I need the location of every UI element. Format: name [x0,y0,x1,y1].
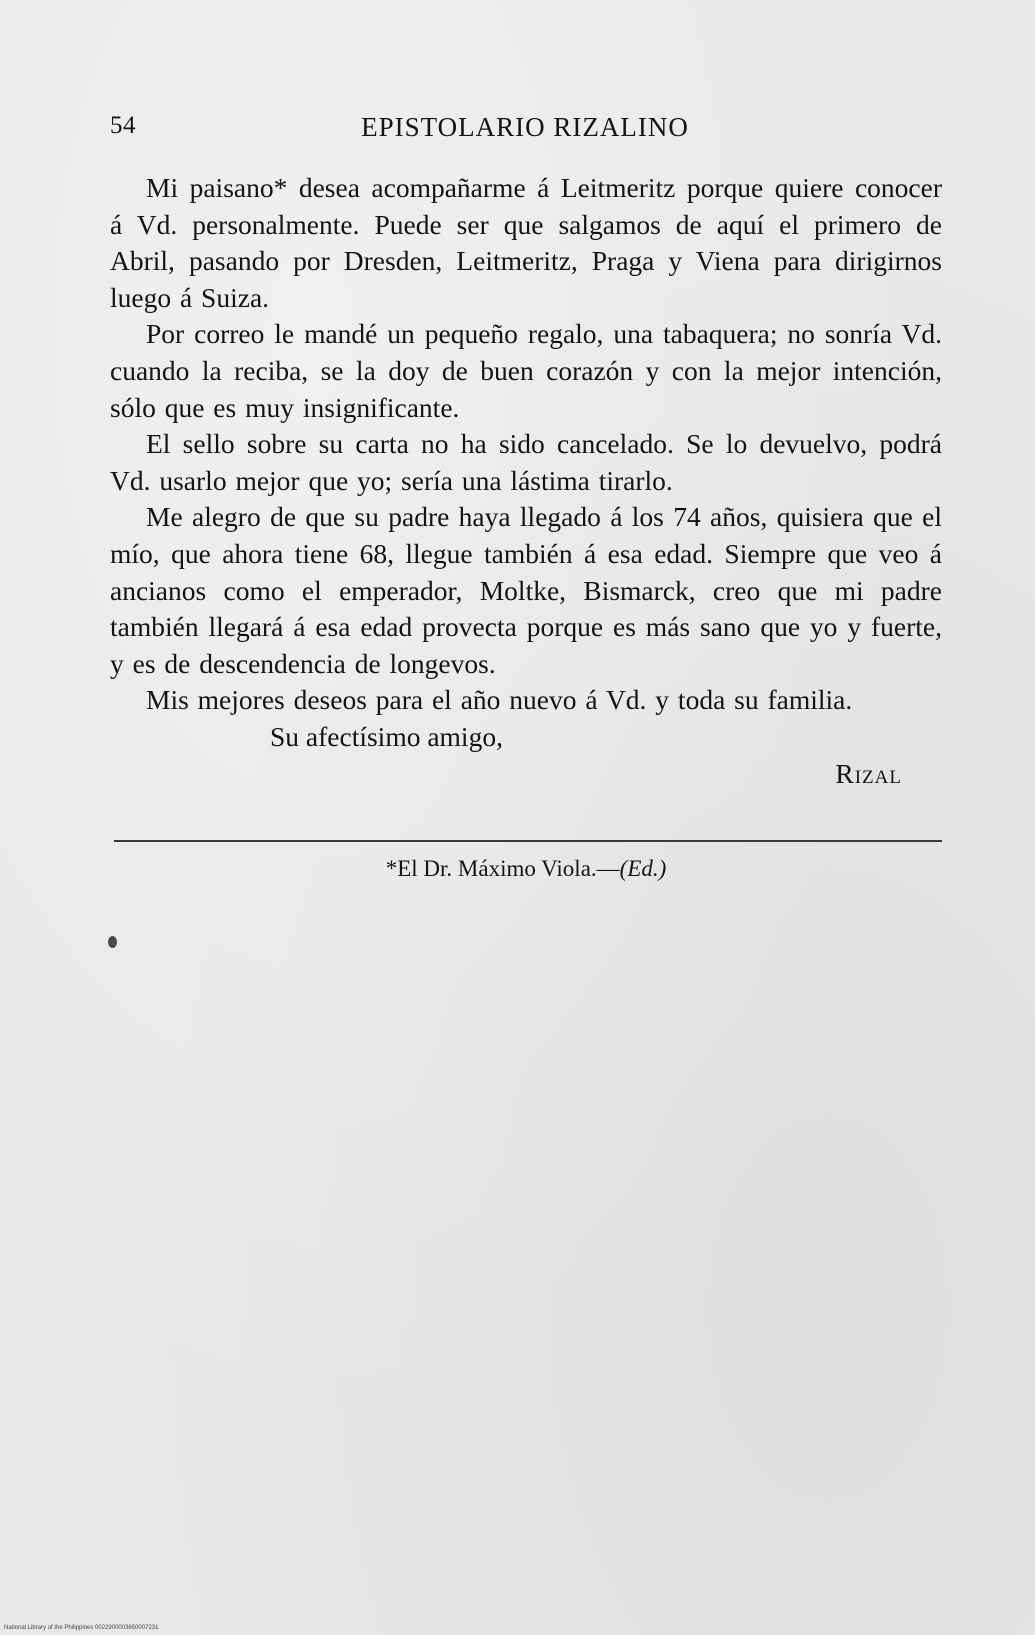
footnote-text: *El Dr. Máximo Viola.— [385,856,620,881]
letter-body [110,170,942,793]
footnote-editor-mark: (Ed.) [619,856,667,881]
footnote-divider [114,840,942,842]
letter-signature: Rizal [835,757,902,789]
letter-closing: Su afectísimo amigo, [270,720,503,752]
paragraph-4: Me alegro de que su padre haya llegado á los 74 años, quisiera que el mío, que ahora tiene 68, llegue también á esa edad. Siempre que veo á ancianos como el emperador, Moltke, Bismarck, creo que mi padre también llegará á esa edad provecta porque es más sano que yo y fuerte, y es de descendencia de longevos. [110,501,942,679]
paragraph-1: Mi paisano* desea acompañarme á Leitmeritz porque quiere conocer á Vd. personalmente. Puede ser que salgamos de aquí el primero de Abril, pasando por Dresden, Leitmeritz, Praga y Viena para dirigirnos luego á Suiza. [110,172,942,313]
running-title: EPISTOLARIO RIZALINO [361,112,689,142]
paragraph-5: Mis mejores deseos para el año nuevo á Vd. y toda su familia. [146,684,853,716]
paragraph-3: El sello sobre su carta no ha sido cancelado. Se lo devuelvo, podrá Vd. usarlo mejor que yo; sería una lástima tirarlo. [110,428,942,496]
page-number: 54 [110,112,136,139]
footnote [110,856,942,882]
paragraph-2: Por correo le mandé un pequeño regalo, una tabaquera; no sonría Vd. cuando la reciba, se la doy de buen corazón y con la mejor intención, sólo que es muy insignificante. [110,318,942,423]
scan-imprint: National Library of the Philippines 0022900003650007231 [4,1625,159,1631]
scan-speck [108,936,117,948]
page-header [110,112,940,152]
